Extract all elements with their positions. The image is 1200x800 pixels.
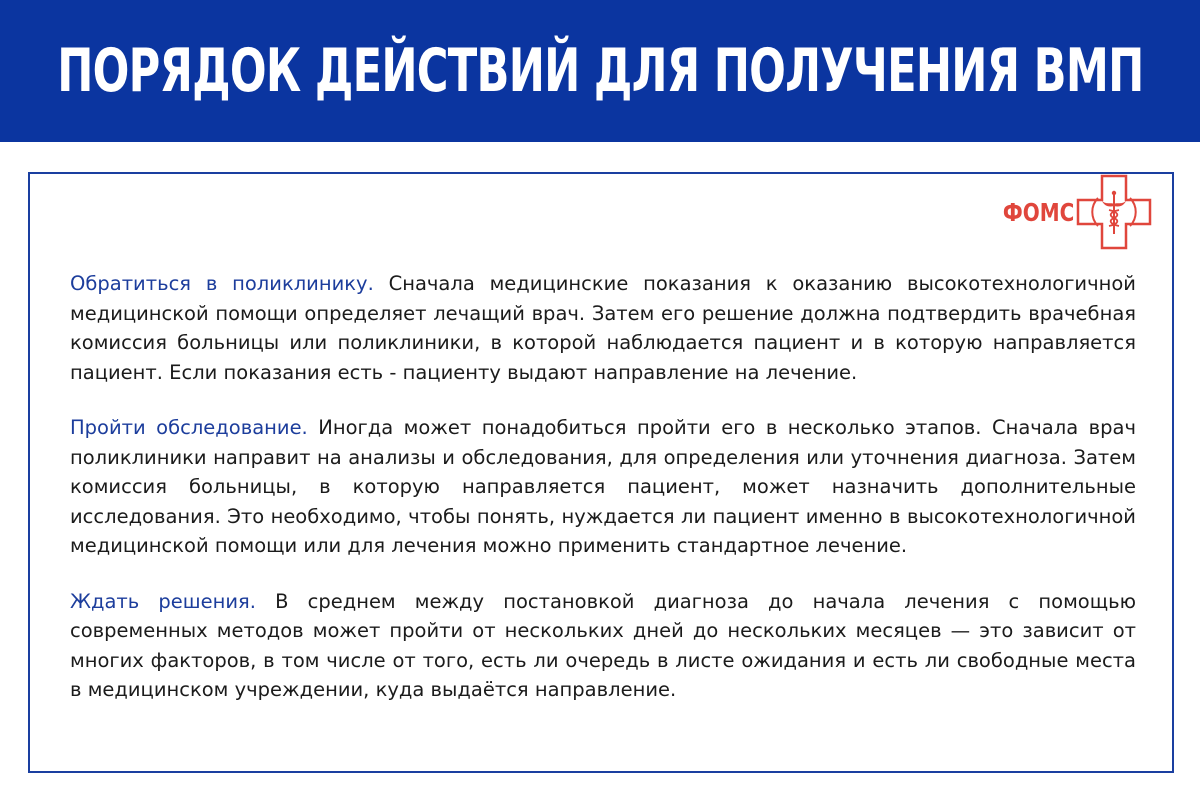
paragraph-body: В среднем между постановкой диагноза до начала лечения с помощью современных методов может пройти от нескольких дней до нескольких месяцев — это зависит от многих факторов, в том числе от того, есть ли очередь в листе ожидания и есть ли свободные места в медицинском учреждении, куда выдаётся направление. <box>70 589 1136 701</box>
page-title: ПОРЯДОК ДЕЙСТВИЙ ДЛЯ ПОЛУЧЕНИЯ ВМП <box>56 36 1144 106</box>
paragraph-body: Иногда может понадобиться пройти его в несколько этапов. Сначала врач поликлиники направит на анализы и обследования, для определения или уточнения диагноза. Затем комиссия больницы, в которую направляется пациент, может назначить дополнительные исследования. Это необходимо, чтобы понять, нуждается ли пациент именно в высокотехнологичной медицинской помощи или для лечения можно применить стандартное лечение. <box>70 416 1136 557</box>
paragraph-body: Сначала медицинские показания к оказанию высокотехнологичной медицинской помощи определяет лечащий врач. Затем его решение должна подтвердить врачебная комиссия больницы или поликлиники, в которой наблюдается пациент и в которую направляется пациент. Если показания есть - пациенту выдают направление на лечение. <box>70 272 1136 384</box>
header-banner <box>0 0 1200 142</box>
paragraph-lead: Ждать решения. <box>70 589 256 613</box>
paragraph-lead: Пройти обследование. <box>70 416 308 439</box>
paragraph-examination <box>70 413 1136 561</box>
paragraph-lead: Обратиться в поликлинику. <box>70 272 374 295</box>
logo-text: ФОМС <box>1002 197 1074 227</box>
text-area <box>70 269 1136 731</box>
content-box <box>28 172 1174 773</box>
paragraph-waiting <box>70 587 1136 705</box>
paragraph-clinic <box>70 269 1136 387</box>
foms-logo <box>985 174 1152 250</box>
medical-cross-caduceus-icon <box>1076 174 1152 250</box>
